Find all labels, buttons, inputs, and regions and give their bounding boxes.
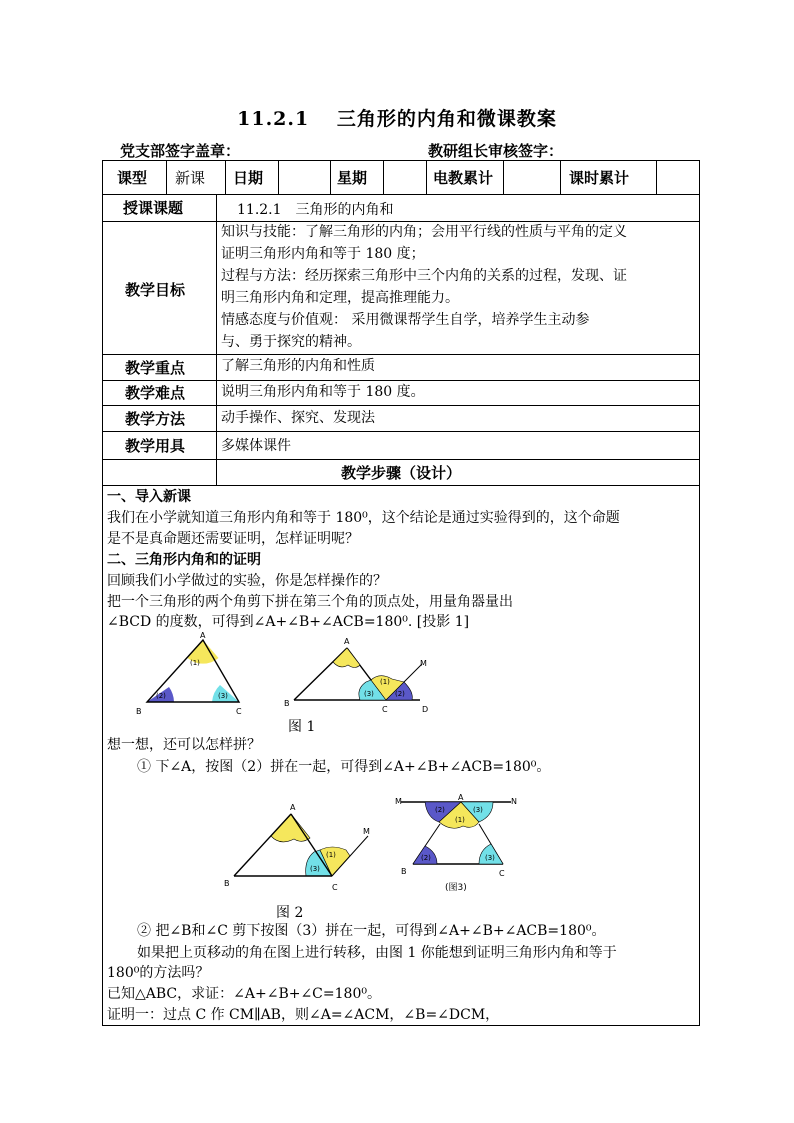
party-signature-label: 党支部签字盖章： <box>120 142 241 160</box>
item-1: ① 下∠A，按图（2）拼在一起，可得到∠A+∠B+∠ACB=180⁰。 <box>137 759 551 775</box>
fig1a-label-1: (1) <box>190 659 200 667</box>
fig3-label-2-bottom: (2) <box>421 854 431 862</box>
figure-2 <box>218 794 368 896</box>
hard-value: 说明三角形内角和等于 180 度。 <box>221 384 425 400</box>
section1-line2: 是不是真命题还需要证明，怎样证明呢？ <box>107 531 359 547</box>
hours-label: 课时累计 <box>569 169 630 187</box>
goal-line-2: 证明三角形内角和等于 180 度； <box>221 246 425 262</box>
fig3-label-m: M <box>395 797 402 806</box>
figure-1-caption: 图 1 <box>288 719 316 735</box>
week-label: 星期 <box>337 169 368 187</box>
fig1a-label-2: (2) <box>156 692 166 700</box>
research-signature-label: 教研组长审核签字： <box>428 142 564 160</box>
fig1b-label-b: B <box>284 699 290 708</box>
fig3-label-n: N <box>511 797 517 806</box>
fig2-label-a: A <box>290 803 296 812</box>
fig3-label-c: C <box>499 869 505 878</box>
hard-label: 教学难点 <box>125 384 186 402</box>
goal-line-4: 明三角形内角和定理，提高推理能力。 <box>221 290 459 306</box>
type-value: 新课 <box>175 169 206 187</box>
page-title: 11.2.1 三角形的内角和微课教案 <box>237 108 557 130</box>
fig1b-label-d: D <box>422 705 429 714</box>
fig1a-label-a: A <box>200 631 206 640</box>
goal-line-6: 与、勇于探究的精神。 <box>221 334 361 350</box>
fig3-label-3-top: (3) <box>473 806 483 814</box>
fig1b-label-3: (3) <box>364 690 374 698</box>
topic-value: 11.2.1 三角形的内角和 <box>237 202 394 218</box>
section2-line2: 把一个三角形的两个角剪下拼在第三个角的顶点处，用量角器量出 <box>107 594 513 610</box>
method-label: 教学方法 <box>125 410 186 428</box>
tools-label: 教学用具 <box>125 437 186 455</box>
fig1b-label-m: M <box>420 659 427 668</box>
method-value: 动手操作、探究、发现法 <box>221 410 375 426</box>
section1-heading: 一、导入新课 <box>107 489 191 505</box>
section2-line1: 回顾我们小学做过的实验，你是怎样操作的？ <box>107 573 387 589</box>
fig1b-angle-a <box>333 648 360 668</box>
topic-label: 授课课题 <box>123 199 184 217</box>
goal-line-3: 过程与方法：经历探索三角形中三个内角的关系的过程，发现、证 <box>221 268 627 284</box>
goal-line-1: 知识与技能：了解三角形的内角；会用平行线的性质与平角的定义 <box>221 224 627 240</box>
fig1a-label-3: (3) <box>218 692 228 700</box>
key-value: 了解三角形的内角和性质 <box>221 358 375 374</box>
media-label: 电教累计 <box>433 169 494 187</box>
item-2: ② 把∠B和∠C 剪下按图（3）拼在一起，可得到∠A+∠B+∠ACB=180⁰。 <box>137 923 606 939</box>
steps-title: 教学步骤（设计） <box>340 464 461 482</box>
fig1b-label-a: A <box>344 637 350 646</box>
fig1b-label-c: C <box>382 705 388 714</box>
fig3-label-3-bottom: (3) <box>485 854 495 862</box>
paragraph-line1: 如果把上页移动的角在图上进行转移，由图 1 你能想到证明三角形内角和等于 <box>137 945 617 961</box>
fig3-label-1-top: (1) <box>455 816 465 824</box>
fig3-label-a: A <box>458 793 464 802</box>
fig3-label-b: B <box>401 867 407 876</box>
fig1a-label-b: B <box>136 707 142 716</box>
fig1b-label-2: (2) <box>395 690 405 698</box>
date-label: 日期 <box>233 169 264 187</box>
fig1a-label-c: C <box>236 707 242 716</box>
figure-2-caption: 图 2 <box>276 905 304 921</box>
figure-3-caption: (图3) <box>445 883 467 893</box>
fig2-angle-a <box>271 814 310 842</box>
type-label: 课型 <box>117 169 148 187</box>
figure-1 <box>130 631 440 716</box>
fig2-label-b: B <box>224 879 230 888</box>
fig2-label-c: C <box>332 883 338 892</box>
fig2-label-1: (1) <box>326 851 336 859</box>
fig3-label-2-top: (2) <box>435 806 445 814</box>
key-label: 教学重点 <box>125 359 186 377</box>
section1-line1: 我们在小学就知道三角形内角和等于 180⁰，这个结论是通过实验得到的，这个命题 <box>107 510 620 526</box>
fig2-label-3: (3) <box>310 865 320 873</box>
proof-line: 证明一：过点 C 作 CM∥AB，则∠A=∠ACM，∠B=∠DCM， <box>107 1007 500 1023</box>
figure-3 <box>393 793 518 896</box>
think-line: 想一想，还可以怎样拼？ <box>107 737 261 753</box>
goal-line-5: 情感态度与价值观： 采用微课帮学生自学，培养学生主动参 <box>221 312 590 328</box>
fig2-label-m: M <box>363 827 370 836</box>
goal-label: 教学目标 <box>125 281 186 299</box>
given-statement: 已知△ABC，求证：∠A+∠B+∠C=180⁰。 <box>107 986 381 1002</box>
tools-value: 多媒体课件 <box>221 438 291 454</box>
section2-heading: 二、三角形内角和的证明 <box>107 552 261 568</box>
section2-line3: ∠BCD 的度数，可得到∠A+∠B+∠ACB=180⁰. [投影 1] <box>107 614 470 630</box>
paragraph-line2: 180⁰的方法吗？ <box>107 965 210 981</box>
fig1b-label-1: (1) <box>380 678 390 686</box>
